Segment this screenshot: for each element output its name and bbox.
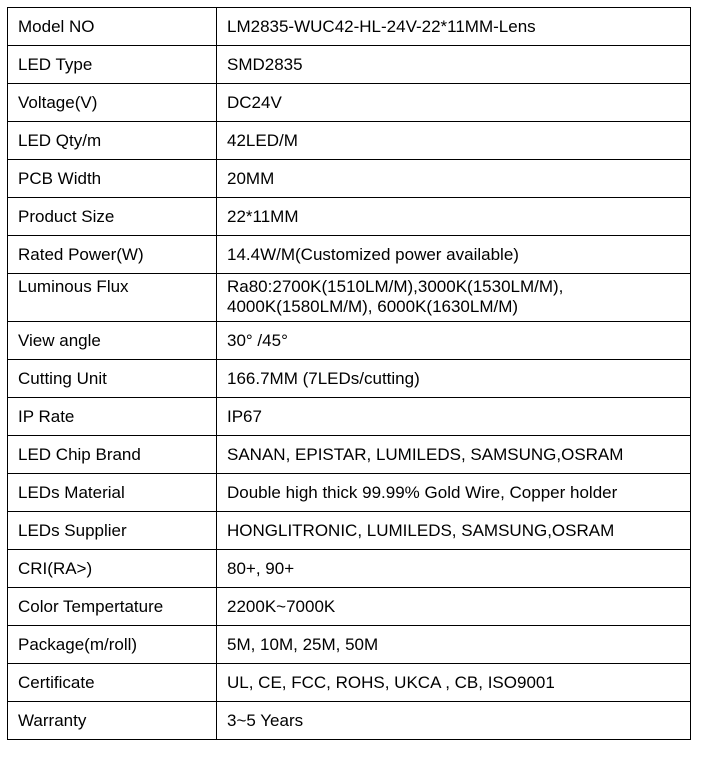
row-label: Product Size	[8, 198, 217, 236]
row-value: 80+, 90+	[217, 550, 691, 588]
row-value: LM2835-WUC42-HL-24V-22*11MM-Lens	[217, 8, 691, 46]
row-value: 166.7MM (7LEDs/cutting)	[217, 360, 691, 398]
row-label: LEDs Material	[8, 474, 217, 512]
row-label: LEDs Supplier	[8, 512, 217, 550]
table-row	[8, 8, 691, 46]
table-row	[8, 84, 691, 122]
row-value: 30° /45°	[217, 322, 691, 360]
row-value: DC24V	[217, 84, 691, 122]
row-value: HONGLITRONIC, LUMILEDS, SAMSUNG,OSRAM	[217, 512, 691, 550]
table-row	[8, 274, 691, 322]
row-label: Package(m/roll)	[8, 626, 217, 664]
table-row	[8, 160, 691, 198]
row-label: CRI(RA>)	[8, 550, 217, 588]
row-label: Rated Power(W)	[8, 236, 217, 274]
row-label: LED Chip Brand	[8, 436, 217, 474]
table-row	[8, 588, 691, 626]
table-row	[8, 550, 691, 588]
row-label: Luminous Flux	[8, 274, 217, 322]
row-value: 14.4W/M(Customized power available)	[217, 236, 691, 274]
row-label: Voltage(V)	[8, 84, 217, 122]
row-value: 22*11MM	[217, 198, 691, 236]
row-value: IP67	[217, 398, 691, 436]
table-row	[8, 436, 691, 474]
row-label: Warranty	[8, 702, 217, 740]
row-label: IP Rate	[8, 398, 217, 436]
table-row	[8, 198, 691, 236]
row-value: 5M, 10M, 25M, 50M	[217, 626, 691, 664]
row-value-line: Ra80:2700K(1510LM/M),3000K(1530LM/M),	[227, 277, 564, 296]
row-value: 20MM	[217, 160, 691, 198]
row-label: Cutting Unit	[8, 360, 217, 398]
table-row	[8, 702, 691, 740]
row-value: 2200K~7000K	[217, 588, 691, 626]
row-label: Model NO	[8, 8, 217, 46]
row-label: LED Qty/m	[8, 122, 217, 160]
row-label: Certificate	[8, 664, 217, 702]
table-row	[8, 46, 691, 84]
row-value: Double high thick 99.99% Gold Wire, Copper holder	[217, 474, 691, 512]
table-row	[8, 236, 691, 274]
table-row	[8, 360, 691, 398]
row-label: PCB Width	[8, 160, 217, 198]
table-row	[8, 512, 691, 550]
row-value: SANAN, EPISTAR, LUMILEDS, SAMSUNG,OSRAM	[217, 436, 691, 474]
row-value: 42LED/M	[217, 122, 691, 160]
row-value	[217, 274, 691, 322]
spec-table	[7, 7, 691, 740]
table-row	[8, 664, 691, 702]
row-label: Color Tempertature	[8, 588, 217, 626]
table-row	[8, 626, 691, 664]
row-value: 3~5 Years	[217, 702, 691, 740]
row-value: SMD2835	[217, 46, 691, 84]
table-row	[8, 122, 691, 160]
row-value-line: 4000K(1580LM/M), 6000K(1630LM/M)	[227, 297, 519, 316]
row-label: LED Type	[8, 46, 217, 84]
table-row	[8, 398, 691, 436]
row-value: UL, CE, FCC, ROHS, UKCA , CB, ISO9001	[217, 664, 691, 702]
table-row	[8, 322, 691, 360]
table-row	[8, 474, 691, 512]
row-label: View angle	[8, 322, 217, 360]
